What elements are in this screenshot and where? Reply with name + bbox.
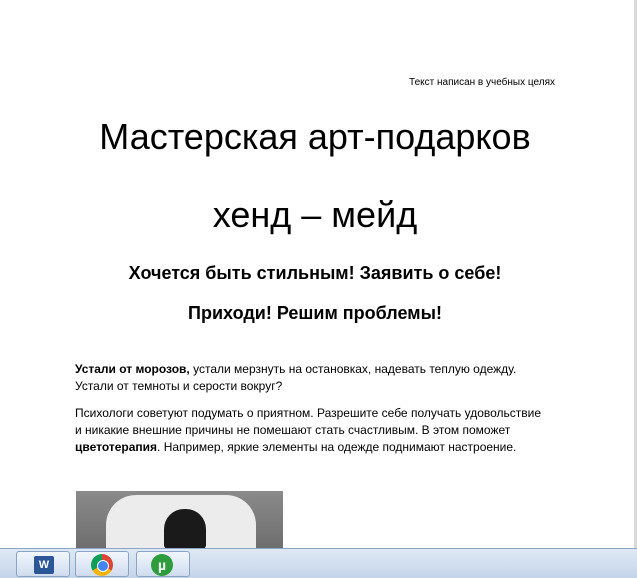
taskbar-word-button[interactable] [16,551,70,577]
paragraph-1 [75,361,545,395]
title-line-2: хенд – мейд [212,194,418,235]
paragraph-1-text: устали мерзнуть на остановках, надевать теплую одежду. Устали от темноты и серости вокруг? [75,362,517,393]
note-text: Текст написан в учебных целях [409,77,555,88]
paragraph-1-bold: Устали от морозов, [75,362,190,376]
paragraph-2 [75,405,545,456]
word-icon: W [34,556,54,574]
title-line-1: Мастерская арт-подарков [99,116,531,157]
paragraph-2-text-end: . Например, яркие элементы на одежде поднимают настроение. [157,440,517,454]
tshirt-print [164,509,206,548]
taskbar [0,548,637,578]
subtitle-2: Приходи! Решим проблемы! [188,303,442,323]
paragraph-2-text-start: Психологи советуют подумать о приятном. Разрешите себе получать удовольствие и никакие внешние причины не помешают стать счастливым. В этом поможет [75,406,542,437]
chrome-icon [91,554,113,576]
taskbar-chrome-button[interactable] [75,551,129,577]
tshirt-photo [76,491,283,548]
taskbar-utorrent-button[interactable] [136,551,190,577]
utorrent-icon: µ [151,554,173,576]
paragraph-2-bold: цветотерапия [75,440,158,454]
subtitle-1: Хочется быть стильным! Заявить о себе! [128,263,502,283]
